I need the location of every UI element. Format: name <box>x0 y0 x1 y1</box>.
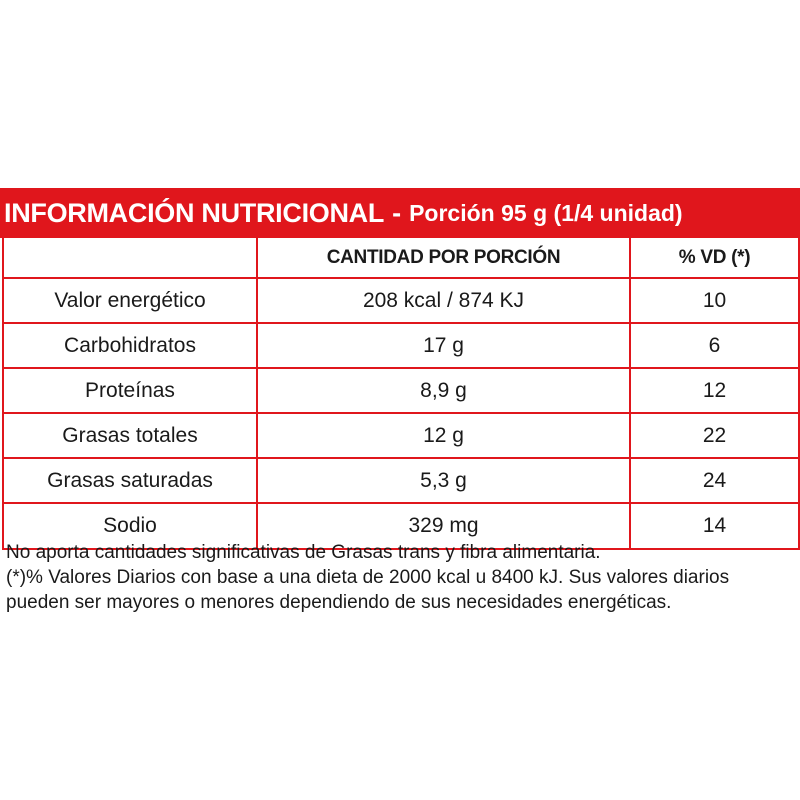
table-row <box>3 413 799 458</box>
footnote-daily-values: (*)% Valores Diarios con base a una dieta de 2000 kcal u 8400 kJ. Sus valores diarios pueden ser mayores o menores dependiendo de sus necesidades energéticas. <box>6 567 730 613</box>
nutrient-vd: 6 <box>630 323 799 368</box>
table-row <box>3 323 799 368</box>
nutrient-name: Grasas totales <box>3 413 257 458</box>
nutrient-amount: 12 g <box>257 413 630 458</box>
nutrient-amount: 329 mg <box>257 503 630 549</box>
nutrition-table <box>2 238 800 550</box>
nutrient-name: Grasas saturadas <box>3 458 257 503</box>
title-separator: - <box>392 197 402 228</box>
footnotes <box>6 540 796 615</box>
nutrient-amount: 8,9 g <box>257 368 630 413</box>
nutrition-label <box>0 188 800 550</box>
nutrient-name: Valor energético <box>3 278 257 323</box>
nutrient-vd: 14 <box>630 503 799 549</box>
table-row <box>3 278 799 323</box>
table-row <box>3 458 799 503</box>
nutrient-vd: 10 <box>630 278 799 323</box>
nutrient-vd: 24 <box>630 458 799 503</box>
title-bar <box>0 188 800 238</box>
header-vd: % VD (*) <box>630 238 799 278</box>
nutrient-amount: 5,3 g <box>257 458 630 503</box>
nutrient-amount: 208 kcal / 874 KJ <box>257 278 630 323</box>
table-header-row <box>3 238 799 278</box>
footnote-trans-fat: No aporta cantidades significativas de Grasas trans y fibra alimentaria. <box>6 542 601 563</box>
nutrient-name: Sodio <box>3 503 257 549</box>
header-amount: CANTIDAD POR PORCIÓN <box>257 238 630 278</box>
nutrient-name: Proteínas <box>3 368 257 413</box>
title-main: INFORMACIÓN NUTRICIONAL <box>4 197 385 228</box>
nutrient-amount: 17 g <box>257 323 630 368</box>
header-nutrient <box>3 238 257 278</box>
table-row <box>3 368 799 413</box>
title-portion: Porción 95 g (1/4 unidad) <box>409 199 683 226</box>
nutrient-name: Carbohidratos <box>3 323 257 368</box>
nutrient-vd: 12 <box>630 368 799 413</box>
nutrient-vd: 22 <box>630 413 799 458</box>
